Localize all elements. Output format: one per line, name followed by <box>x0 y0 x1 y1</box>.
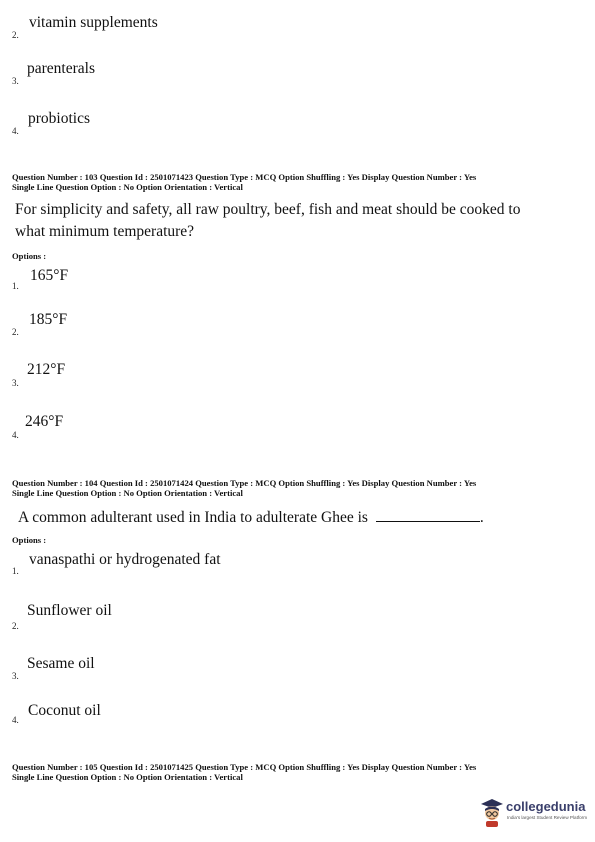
option-text: probiotics <box>28 110 90 127</box>
option-number: 3. <box>12 671 19 681</box>
option-text: 246°F <box>25 413 64 430</box>
question-meta-line: Question Number : 103 Question Id : 2501071423 Question Type : MCQ Option Shuffling : Yes Display Question Number : Yes <box>12 172 477 182</box>
question-meta-line: Single Line Question Option : No Option Orientation : Vertical <box>12 182 243 192</box>
question-meta <box>12 478 476 498</box>
option-text: 165°F <box>30 267 69 284</box>
option-number: 3. <box>12 76 19 86</box>
question-text-line: what minimum temperature? <box>15 223 195 240</box>
brand-name: collegedunia <box>506 799 586 814</box>
option-text: vitamin supplements <box>29 14 158 31</box>
question-meta <box>12 172 476 192</box>
question-meta-line: Single Line Question Option : No Option Orientation : Vertical <box>12 772 243 782</box>
question-text <box>15 199 521 243</box>
option-number: 4. <box>12 126 19 136</box>
answer-blank <box>376 507 480 522</box>
options-label: Options : <box>12 251 47 261</box>
options-label: Options : <box>12 535 47 545</box>
option-text: Sesame oil <box>27 655 95 672</box>
option-text: 212°F <box>27 361 66 378</box>
option-text: 185°F <box>29 311 68 328</box>
brand-tagline: India's largest Student Review Platform <box>507 815 588 820</box>
question-text-end: . <box>479 509 484 526</box>
option-text: Sunflower oil <box>27 602 112 619</box>
option-number: 2. <box>12 621 19 631</box>
question-text <box>18 507 484 529</box>
option-number: 4. <box>12 430 19 440</box>
question-text-line: A common adulterant used in India to adulterate Ghee is <box>18 509 368 526</box>
question-meta-line: Question Number : 104 Question Id : 2501071424 Question Type : MCQ Option Shuffling : Yes Display Question Number : Yes <box>12 478 477 488</box>
option-number: 4. <box>12 715 19 725</box>
option-number: 1. <box>12 281 19 291</box>
option-text: parenterals <box>27 60 95 77</box>
option-number: 1. <box>12 566 19 576</box>
question-meta-line: Single Line Question Option : No Option Orientation : Vertical <box>12 488 243 498</box>
student-mascot-icon <box>478 796 506 828</box>
option-number: 2. <box>12 327 19 337</box>
question-meta-line: Question Number : 105 Question Id : 2501071425 Question Type : MCQ Option Shuffling : Yes Display Question Number : Yes <box>12 762 477 772</box>
collegedunia-watermark <box>478 796 590 828</box>
option-text: vanaspathi or hydrogenated fat <box>29 551 221 568</box>
option-number: 3. <box>12 378 19 388</box>
question-meta <box>12 762 476 782</box>
question-text-line: For simplicity and safety, all raw poultry, beef, fish and meat should be cooked to <box>15 201 521 218</box>
option-number: 2. <box>12 30 19 40</box>
option-text: Coconut oil <box>28 702 101 719</box>
